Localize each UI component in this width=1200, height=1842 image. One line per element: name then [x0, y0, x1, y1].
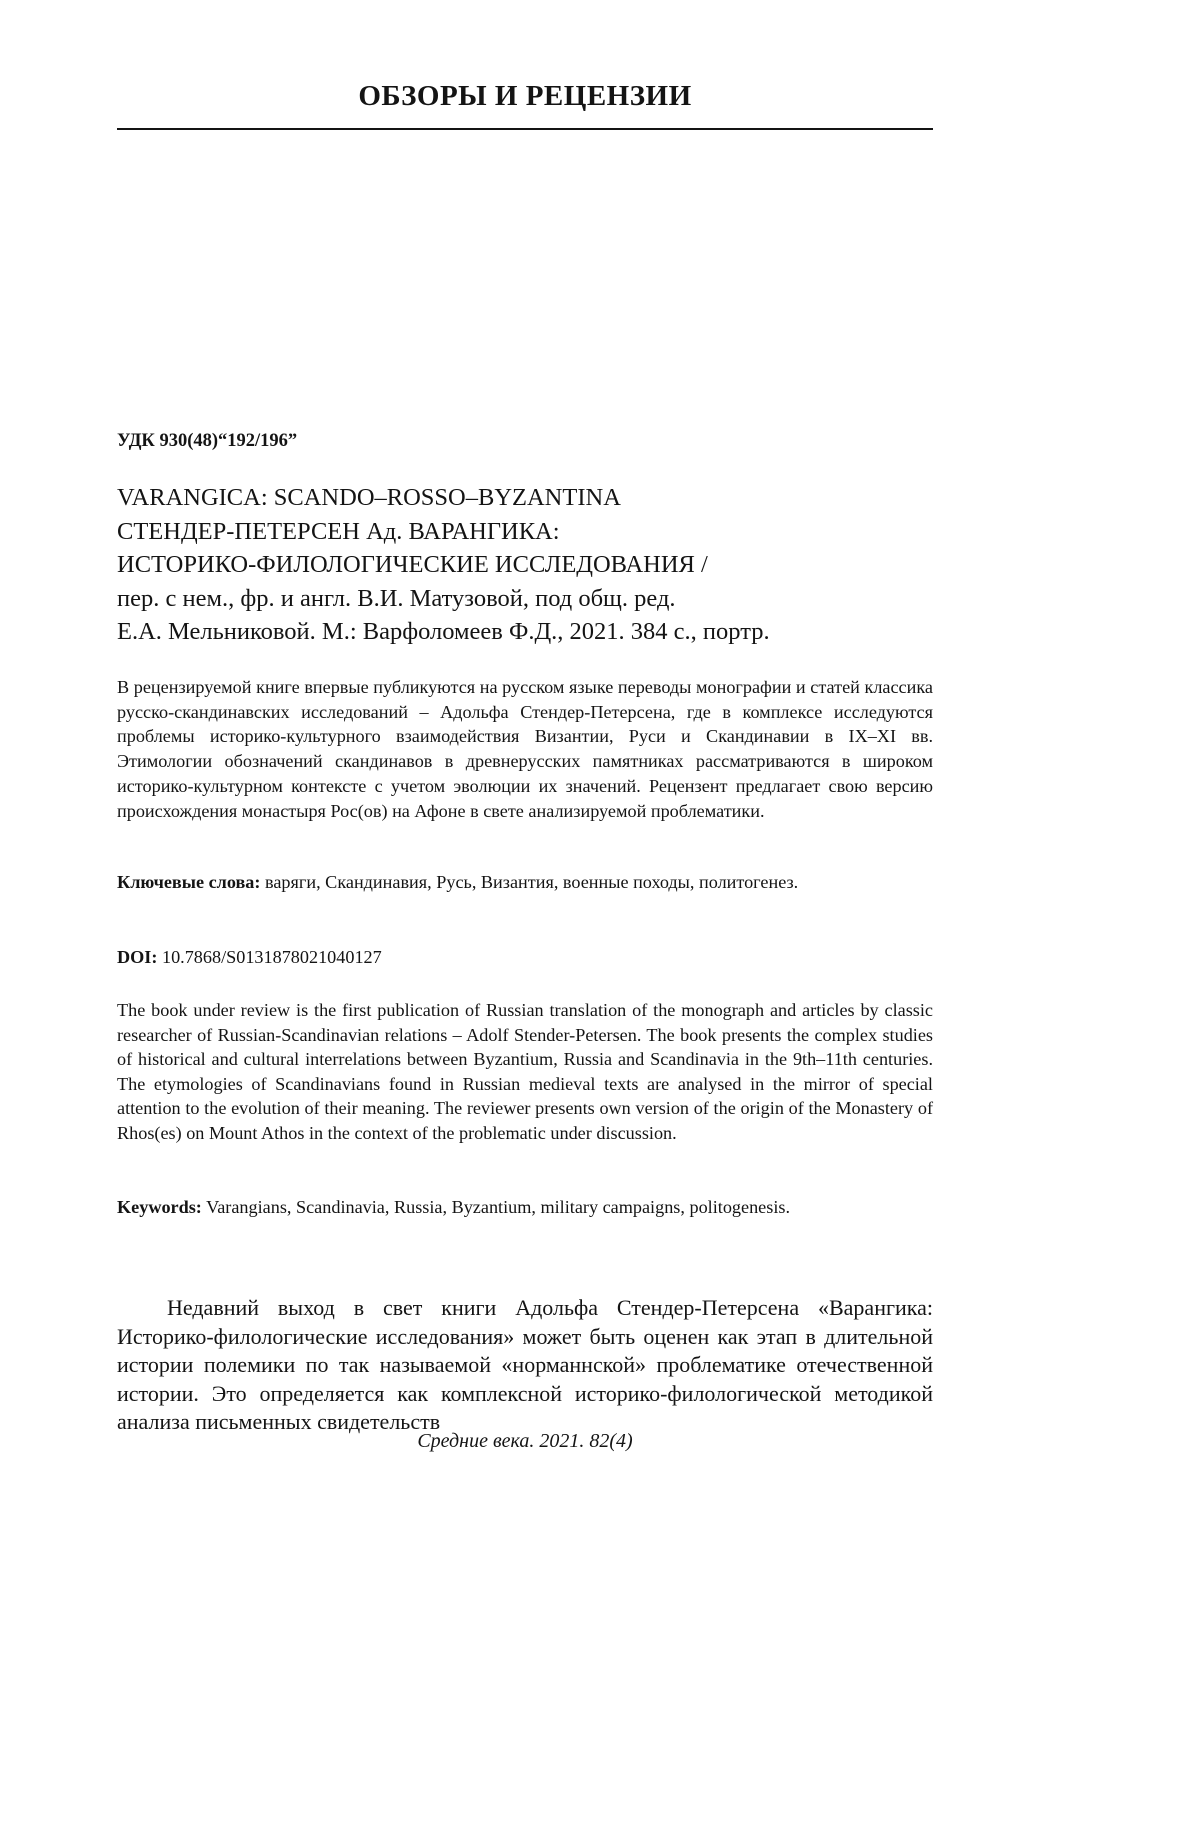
- abstract-russian: В рецензируемой книге впервые публикуются на русском языке переводы монографии и статей классика русско-скандинавских исследований – Адольфа Стендер-Петерсена, где в комплексе исследуются проблемы историко-культурного взаимодействия Византии, Руси и Скандинавии в IX–XI вв. Этимологии обозначений скандинавов в древнерусских памятниках рассматриваются в широком историко-культурном контексте с учетом эволюции их значений. Рецензент предлагает свою версию происхождения монастыря Рос(ов) на Афоне в свете анализируемой проблематики.: [117, 677, 933, 821]
- udk-code: УДК 930(48)“192/196”: [117, 431, 298, 451]
- book-title-line: VARANGICA: SCANDO–ROSSO–BYZANTINA: [117, 484, 621, 511]
- abstract-english: The book under review is the first publication of Russian translation of the monograph and articles by classic researcher of Russian-Scandinavian relations – Adolf Stender-Petersen. The book presents the complex studies of historical and cultural interrelations between Byzantium, Russia and Scandinavia in the 9th–11th centuries. The etymologies of Scandinavians found in Russian medieval texts are analysed in the mirror of special attention to the evolution of their meaning. The reviewer presents own version of the origin of the Monastery of Rhos(es) on Mount Athos in the context of the problematic under discussion.: [117, 1000, 933, 1143]
- title-rule-divider: [117, 128, 933, 130]
- book-title-line: пер. с нем., фр. и англ. В.И. Матузовой, под общ. ред.: [117, 584, 676, 612]
- doi-label: DOI:: [117, 947, 158, 967]
- book-title-line: ИСТОРИКО-ФИЛОЛОГИЧЕСКИЕ ИССЛЕДОВАНИЯ /: [117, 551, 708, 578]
- book-title-line: СТЕНДЕР-ПЕТЕРСЕН Ад. ВАРАНГИКА:: [117, 517, 560, 545]
- running-footer: Средние века. 2021. 82(4): [417, 1430, 633, 1452]
- keywords-english-text: Varangians, Scandinavia, Russia, Byzantium, military campaigns, politogenesis.: [201, 1197, 791, 1217]
- doi-value: 10.7868/S0131878021040127: [157, 947, 382, 967]
- doi-line: [117, 947, 382, 968]
- keywords-russian: [117, 870, 933, 895]
- keywords-russian-label: Ключевые слова:: [117, 872, 261, 892]
- book-title-line: Е.А. Мельниковой. М.: Варфоломеев Ф.Д., 2021. 384 с., портр.: [117, 618, 770, 645]
- keywords-english: [117, 1195, 933, 1220]
- body-paragraph: Недавний выход в свет книги Адольфа Стендер-Петерсена «Варангика: Историко-филологические исследования» может быть оценен как этап в длительной истории полемики по так называемой «норманнской» проблематике отечественной истории. Это определяется как комплексной историко-филологической методикой анализа письменных свидетельств: [117, 1295, 933, 1435]
- section-title: ОБЗОРЫ И РЕЦЕНЗИИ: [358, 80, 692, 112]
- keywords-english-label: Keywords:: [117, 1197, 202, 1217]
- book-title-block: [117, 481, 933, 649]
- keywords-russian-text: варяги, Скандинавия, Русь, Византия, военные походы, политогенез.: [260, 872, 799, 892]
